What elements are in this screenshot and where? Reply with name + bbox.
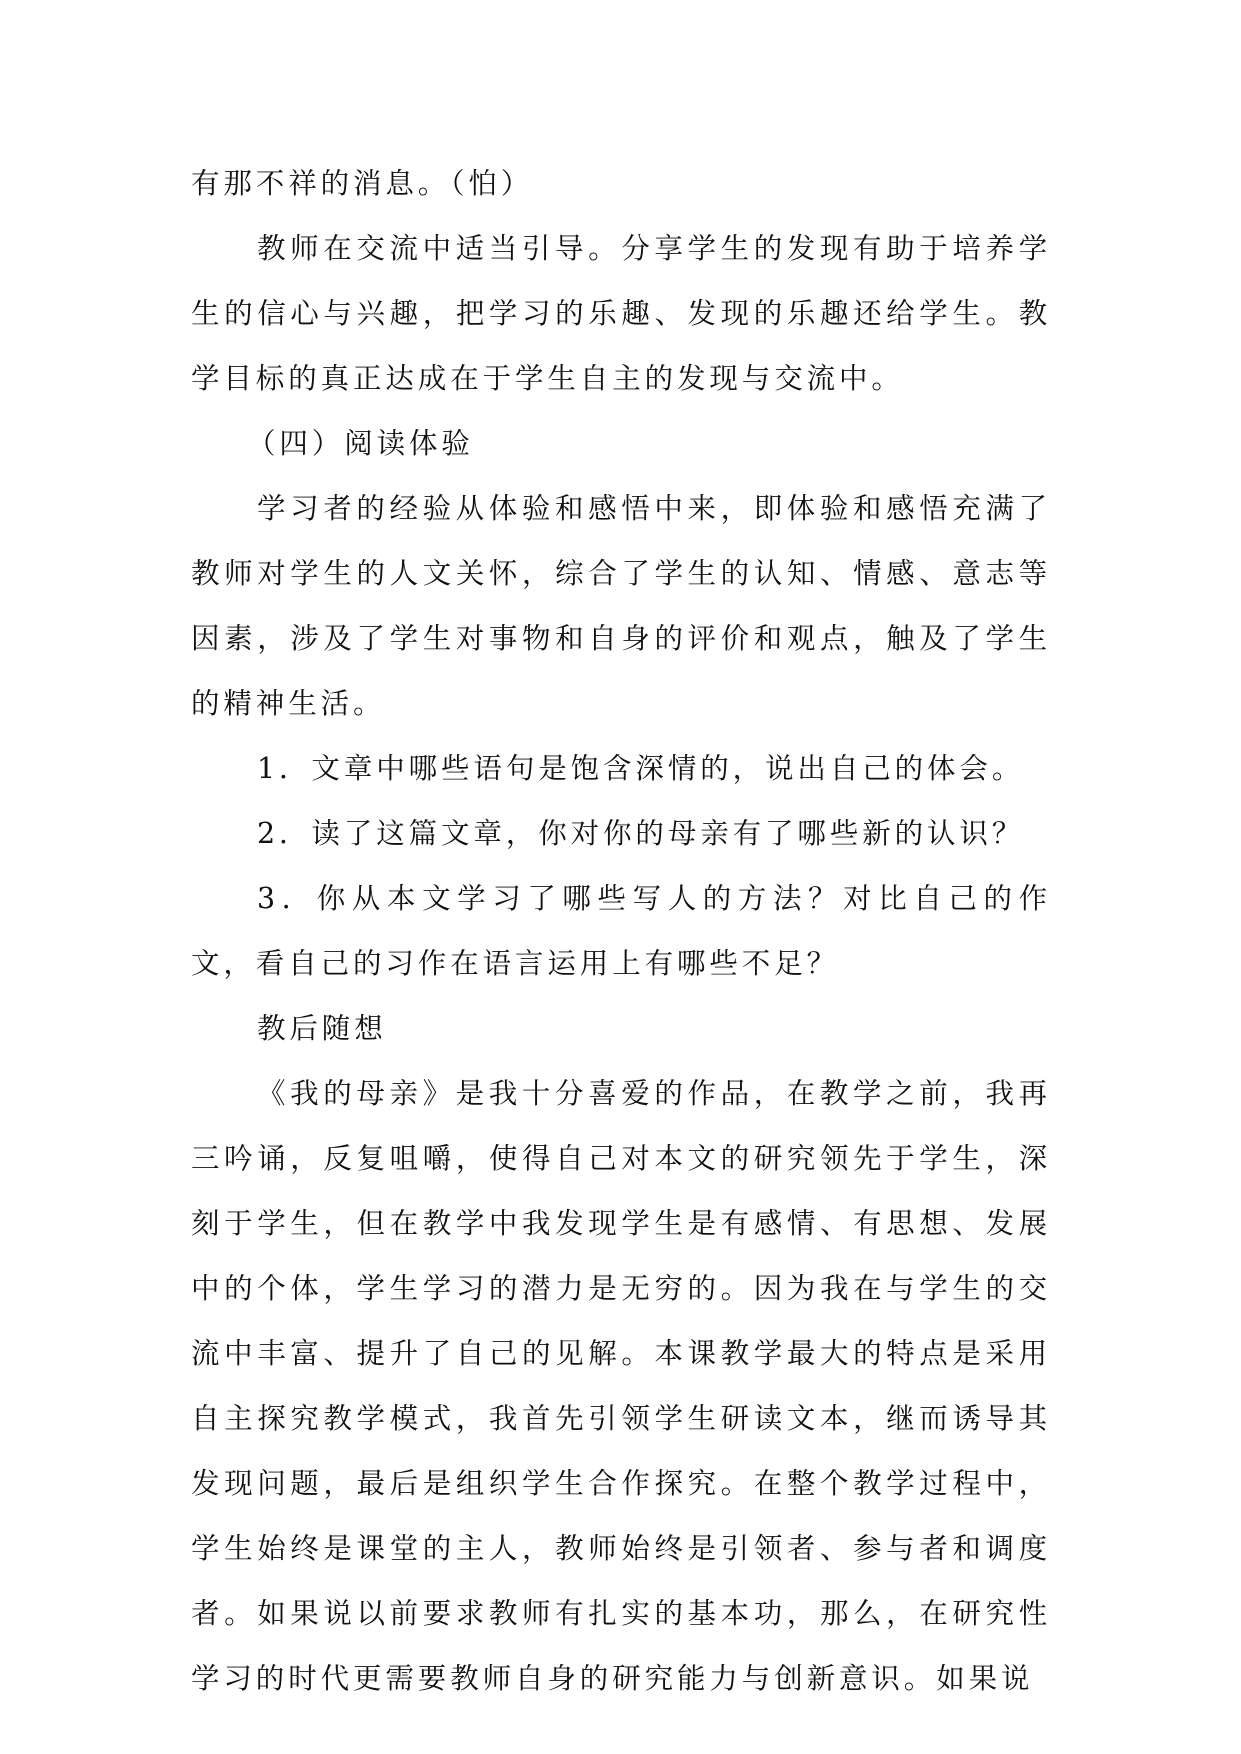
- paragraph-continuation: 有那不祥的消息。（怕）: [191, 167, 534, 200]
- paragraph-reflection: 《我的母亲》是我十分喜爱的作品，在教学之前，我再三吟诵，反复咀嚼，使得自己对本文的研究领先于学生，深刻于学生，但在教学中我发现学生是有感情、有思想、发展中的个体，学生学习的潜力是无穷的。因为我在与学生的交流中丰富、提升了自己的见解。本课教学最大的特点是采用自主探究教学模式，我首先引领学生研读文本，继而诱导其发现问题，最后是组织学生合作探究。在整个教学过程中，学生始终是课堂的主人，教师始终是引领者、参与者和调度者。如果说以前要求教师有扎实的基本功，那么，在研究性学习的时代更需要教师自身的研究能力与创新意识。如果说: [191, 1077, 1051, 1695]
- section-heading-reflection: 教后随想: [257, 1012, 387, 1045]
- section-heading-reading-experience: （四）阅读体验: [247, 427, 474, 460]
- body-text: [191, 151, 1051, 1711]
- paragraph-learner-experience: 学习者的经验从体验和感悟中来，即体验和感悟充满了教师对学生的人文关怀，综合了学生的认知、情感、意志等因素，涉及了学生对事物和自身的评价和观点，触及了学生的精神生活。: [191, 492, 1051, 720]
- paragraph-teacher-guidance: 教师在交流中适当引导。分享学生的发现有助于培养学生的信心与兴趣，把学习的乐趣、发现的乐趣还给学生。教学目标的真正达成在于学生自主的发现与交流中。: [191, 232, 1051, 395]
- question-item-3: 3．你从本文学习了哪些写人的方法？对比自己的作文，看自己的习作在语言运用上有哪些不足？: [191, 882, 1051, 980]
- question-item-1: 1．文章中哪些语句是饱含深情的，说出自己的体会。: [257, 752, 1025, 785]
- question-item-2: 2．读了这篇文章，你对你的母亲有了哪些新的认识？: [257, 817, 1025, 850]
